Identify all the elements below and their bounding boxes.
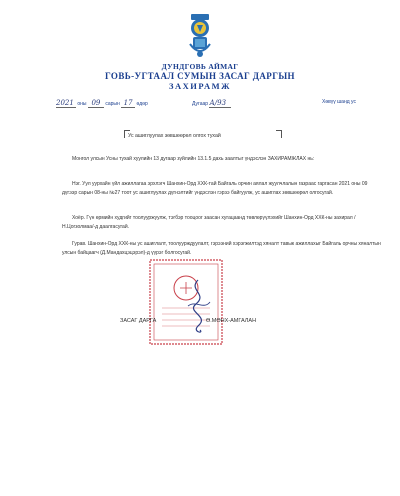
document-date: [56, 99, 148, 109]
signatory-title: ЗАСАГ ДАРГА: [120, 318, 157, 324]
paragraph-three: Гурав. Шанхин-Орд ХХК-ны ус ашиглалт, тоолуурждуулалт, гэрээний хэрэгжилтэд хяналт тавьж ажиллахыг Байгаль орчны хяналтын улсын байцаагч (Д.Мандахцэцэрэл)-д үүрэг болгосугай.: [62, 241, 381, 256]
date-month: 09: [88, 99, 104, 108]
state-emblem-icon: [188, 14, 212, 60]
date-day: 17: [121, 99, 135, 108]
date-year-suffix: оны: [77, 101, 87, 107]
document-place: Хөвүү шанд ус: [322, 99, 356, 105]
signatory-name: Ө.МӨНХ-АМГАЛАН: [206, 318, 257, 324]
governor-office: ГОВЬ-УГТААЛ СУМЫН ЗАСАГ ДАРГЫН: [105, 71, 295, 81]
date-day-suffix: өдөр: [136, 101, 148, 107]
document-type: ЗАХИРАМЖ: [168, 81, 232, 91]
subject-bracket-right: [276, 130, 282, 138]
date-year: 2021: [56, 99, 76, 108]
number-label: Дугаар: [192, 101, 209, 107]
paragraph-one: Нэг. Уул уурхайн үйл ажиллагаа эрхлэгч Шанхин-Орд ХХК-тай Байгаль орчин аялал жуулчлалын газраас гаргасан 2021 оны 09 дүгээр сарын 08-ны №27 тоот ус ашиглуулах дүгнэлтийг үндэслэн гэрээ байгуулж, ус ашиглах зөвшөөрөл олгосугай.: [62, 181, 368, 196]
number-value: А/93: [209, 99, 231, 108]
document-subject: Ус ашиглуулах зөвшөөрөл олгох тухай: [128, 133, 221, 139]
province-name: ДУНДГОВЬ АЙМАГ: [161, 62, 239, 71]
paragraph-preamble: Монгол улсын Усны тухай хуулийн 13 дугаар зүйлийн 13.1.5 дахь заалтыг үндэслэн ЗАХИРАМЖЛАХ нь:: [72, 156, 315, 162]
handwritten-signature-icon: [178, 276, 218, 336]
date-month-suffix: сарын: [105, 101, 120, 107]
paragraph-two: Хоёр. Гүн өрмийн худгийг тоолууржуулж, тэгбэр тооцоог заасан хугацаанд төвлөрүүлэхийг Шанхин-Орд ХХК-ны захирал / Н.Цогзолмаа/-д даалгасугай.: [62, 215, 356, 230]
document-number: [192, 99, 231, 109]
